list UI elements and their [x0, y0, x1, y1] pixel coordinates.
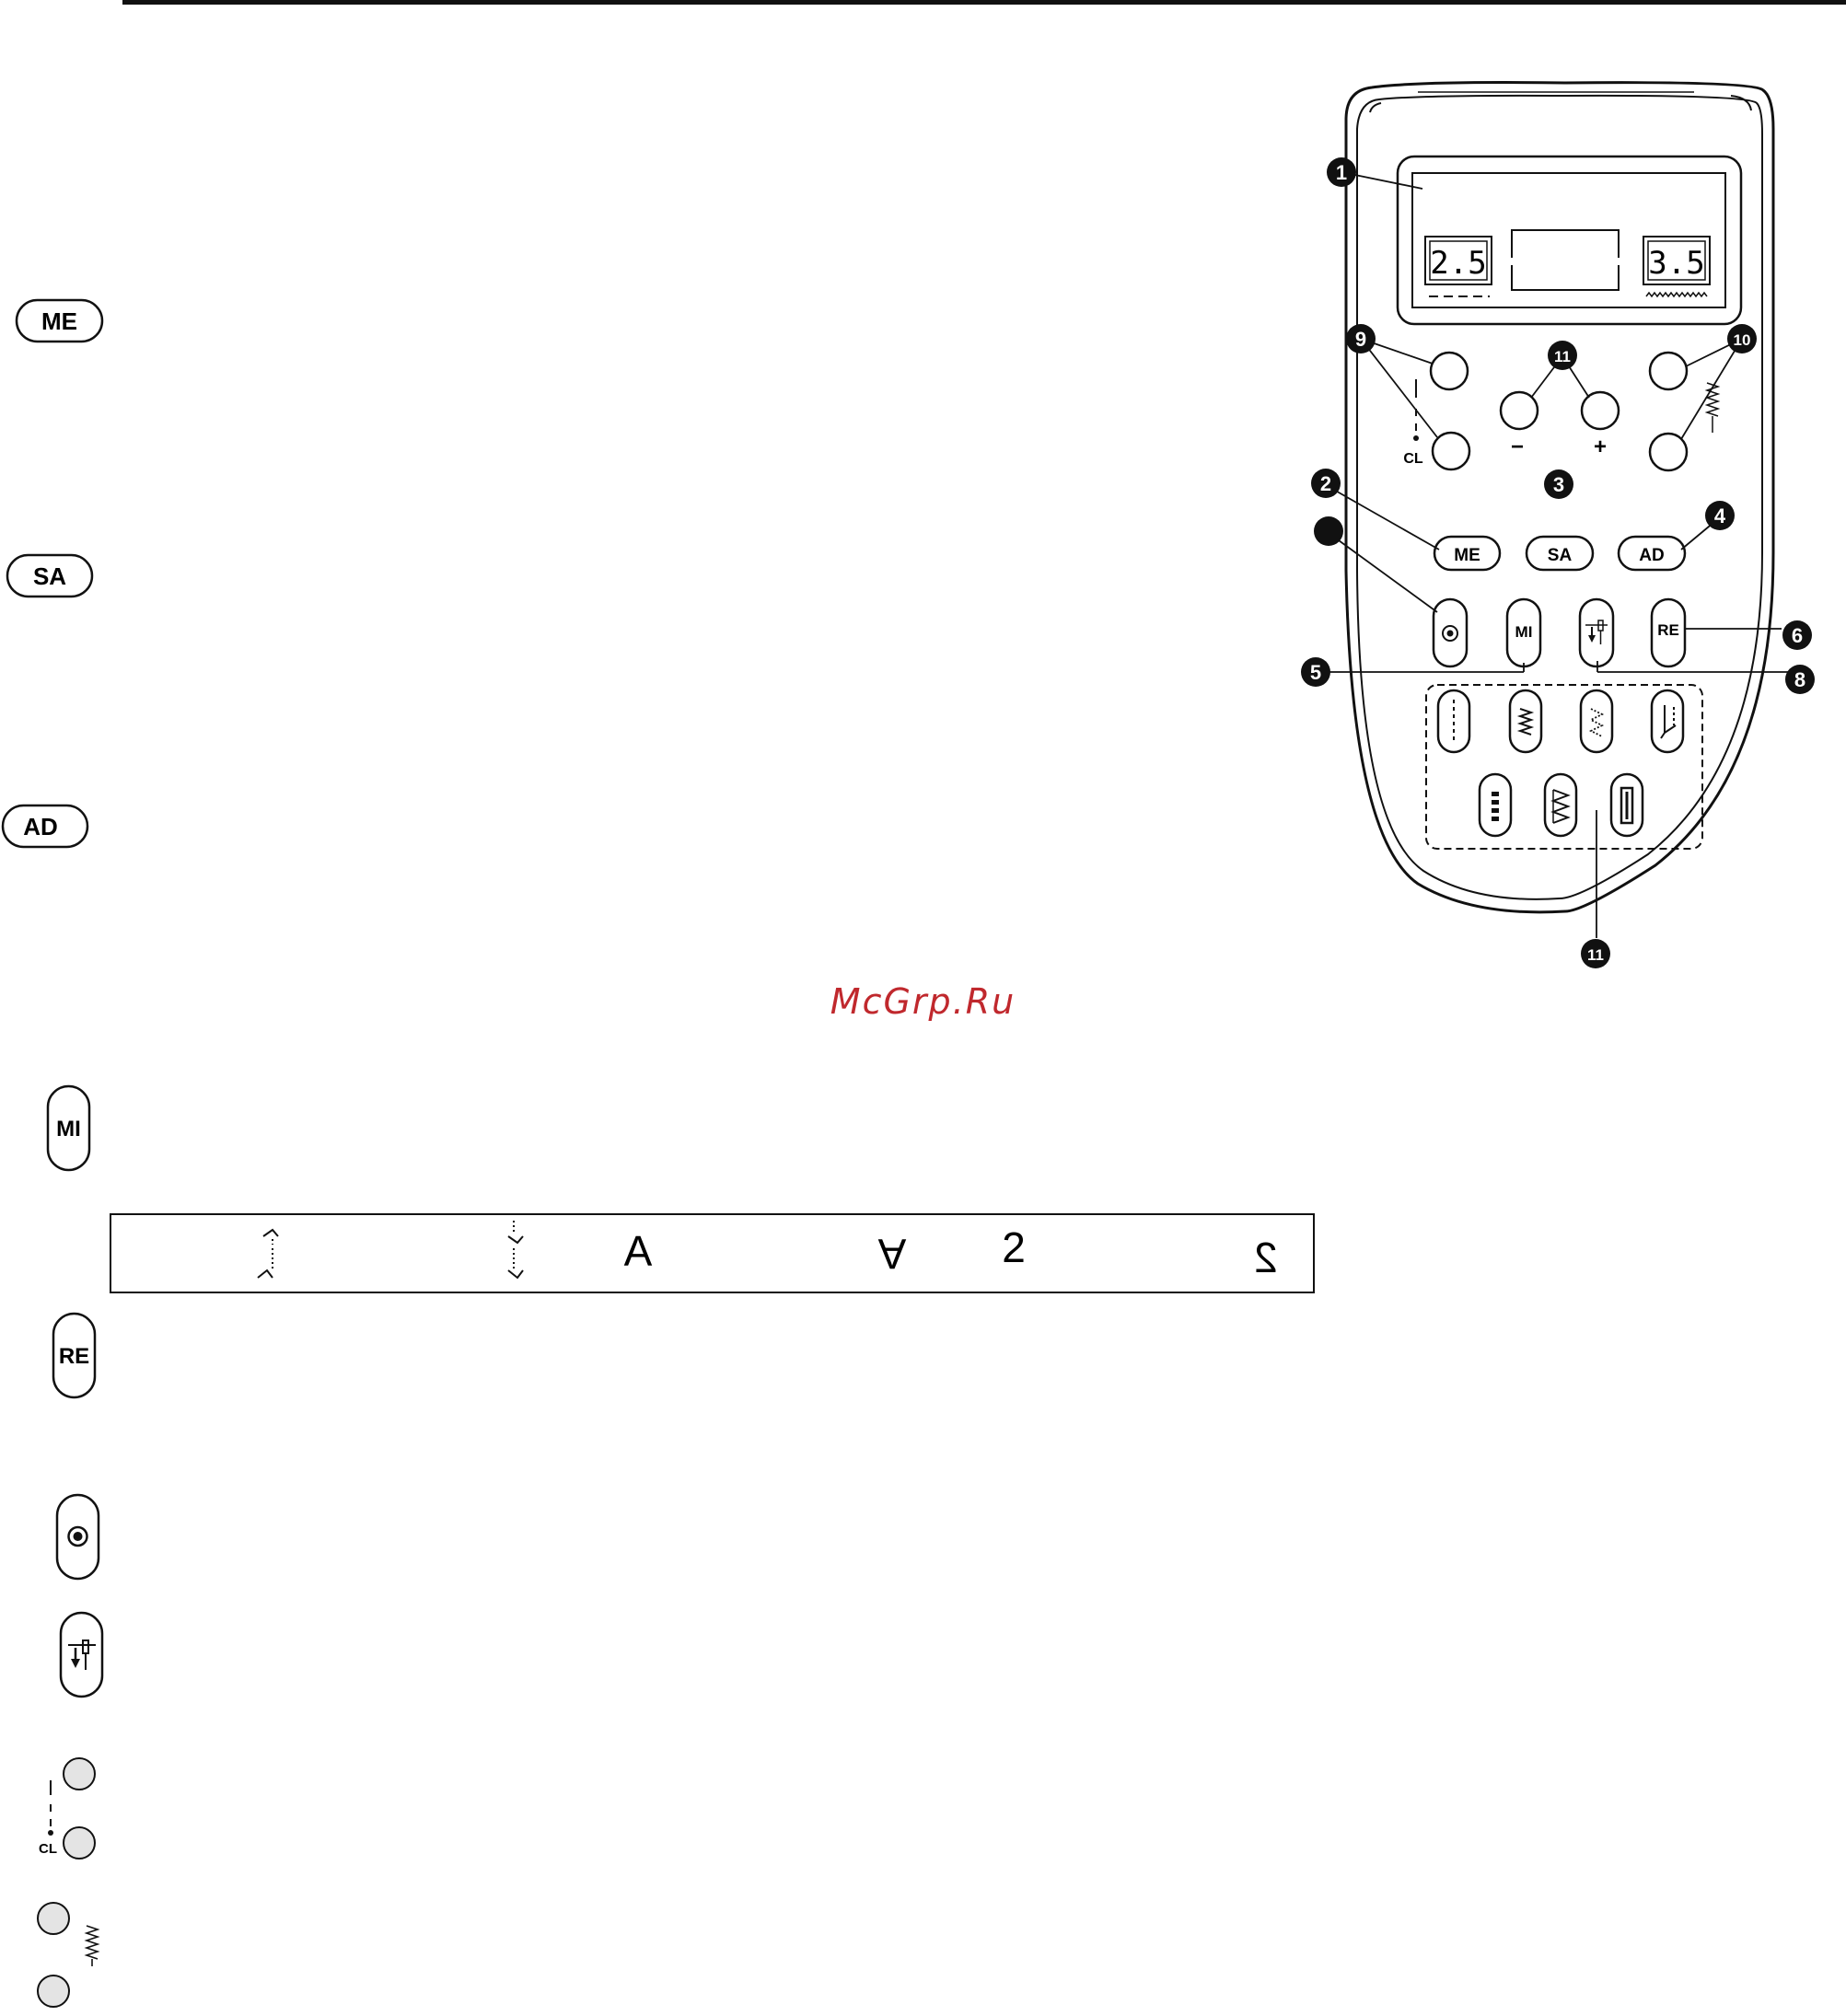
callout-3-label: 3 — [1552, 473, 1565, 496]
display-stitch-width: 3.5 — [1648, 245, 1705, 282]
width-up-button[interactable] — [1650, 353, 1687, 389]
stitch-overlock-button[interactable] — [1545, 774, 1576, 836]
memory-button-label: ME — [1454, 546, 1480, 565]
side-icon-sa — [7, 555, 92, 597]
length-down-button[interactable] — [1433, 433, 1469, 469]
side-icon-needle-stop — [61, 1613, 102, 1697]
callout-3 — [1544, 469, 1573, 499]
mirror-table — [110, 1214, 1314, 1292]
stitch-stretch-button[interactable] — [1480, 774, 1511, 836]
callout-4 — [1705, 501, 1735, 530]
save-button[interactable] — [1527, 537, 1593, 570]
side-icon-ad-label: AD — [23, 813, 58, 840]
reverse-button-label: RE — [1657, 621, 1679, 639]
callout-10 — [1727, 324, 1757, 353]
callout-9 — [1346, 324, 1376, 353]
cl-label: CL — [1403, 451, 1423, 467]
save-button-label: SA — [1547, 546, 1573, 565]
start-stop-button[interactable] — [1434, 599, 1467, 666]
mirror-button[interactable] — [1507, 599, 1540, 666]
stitch-straight-button[interactable] — [1438, 690, 1469, 752]
mirror-button-label: MI — [1515, 623, 1533, 641]
letter-original: A — [623, 1227, 653, 1275]
lcd-screen — [1412, 173, 1725, 307]
side-icon-length-buttons — [39, 1758, 95, 1859]
callout-7-bullet — [1314, 516, 1343, 546]
callout-8-label: 8 — [1794, 668, 1806, 691]
callout-2 — [1311, 469, 1341, 498]
callout-11-top-label: 11 — [1554, 348, 1571, 365]
callout-11-top — [1548, 341, 1577, 370]
side-icon-mi-label: MI — [56, 1117, 81, 1141]
side-icon-cl-label: CL — [39, 1841, 57, 1857]
side-icon-mi — [48, 1086, 89, 1170]
display-stitch-length: 2.5 — [1430, 245, 1487, 282]
digit-original: 2 — [1002, 1223, 1026, 1271]
callout-2-label: 2 — [1319, 472, 1332, 495]
callout-6 — [1782, 620, 1812, 650]
minus-label: − — [1510, 434, 1525, 459]
add-button-label: AD — [1639, 546, 1665, 565]
side-icon-me — [17, 300, 102, 342]
add-button[interactable] — [1619, 537, 1685, 570]
stitch-zigzag-button[interactable] — [1510, 690, 1541, 752]
side-icon-re — [53, 1314, 95, 1397]
callout-10-label: 10 — [1733, 331, 1751, 349]
plus-label: + — [1593, 434, 1608, 459]
memory-button[interactable] — [1434, 537, 1500, 570]
letter-mirrored: A — [877, 1230, 907, 1278]
callout-11-bottom — [1581, 939, 1610, 968]
callout-8 — [1785, 665, 1815, 694]
control-panel-illustration — [1301, 83, 1815, 968]
callout-4-label: 4 — [1713, 504, 1726, 527]
side-icon-me-label: ME — [41, 307, 77, 335]
watermark: McGrp.Ru — [830, 981, 1016, 1022]
callout-6-label: 6 — [1791, 624, 1804, 647]
side-icon-width-buttons — [38, 1903, 98, 2007]
callout-5-label: 5 — [1309, 661, 1322, 684]
reverse-button[interactable] — [1652, 599, 1685, 666]
callout-1 — [1327, 157, 1356, 187]
side-icon-sa-label: SA — [32, 562, 67, 590]
callout-9-label: 9 — [1354, 328, 1367, 351]
stitch-buttonhole-button[interactable] — [1611, 774, 1643, 836]
side-icon-start-stop — [57, 1495, 99, 1579]
stitch-plus-button[interactable] — [1582, 392, 1619, 429]
stitch-blind-button[interactable] — [1652, 690, 1683, 752]
length-up-button[interactable] — [1431, 353, 1468, 389]
digit-mirrored: 2 — [1254, 1234, 1278, 1281]
side-icon-re-label: RE — [58, 1344, 90, 1369]
side-icon-ad — [3, 805, 87, 847]
callout-5 — [1301, 657, 1330, 687]
callout-1-label: 1 — [1335, 161, 1348, 184]
needle-stop-button[interactable] — [1580, 599, 1613, 666]
callout-11-bottom-label: 11 — [1587, 946, 1604, 964]
stitch-3step-zigzag-button[interactable] — [1581, 690, 1612, 752]
